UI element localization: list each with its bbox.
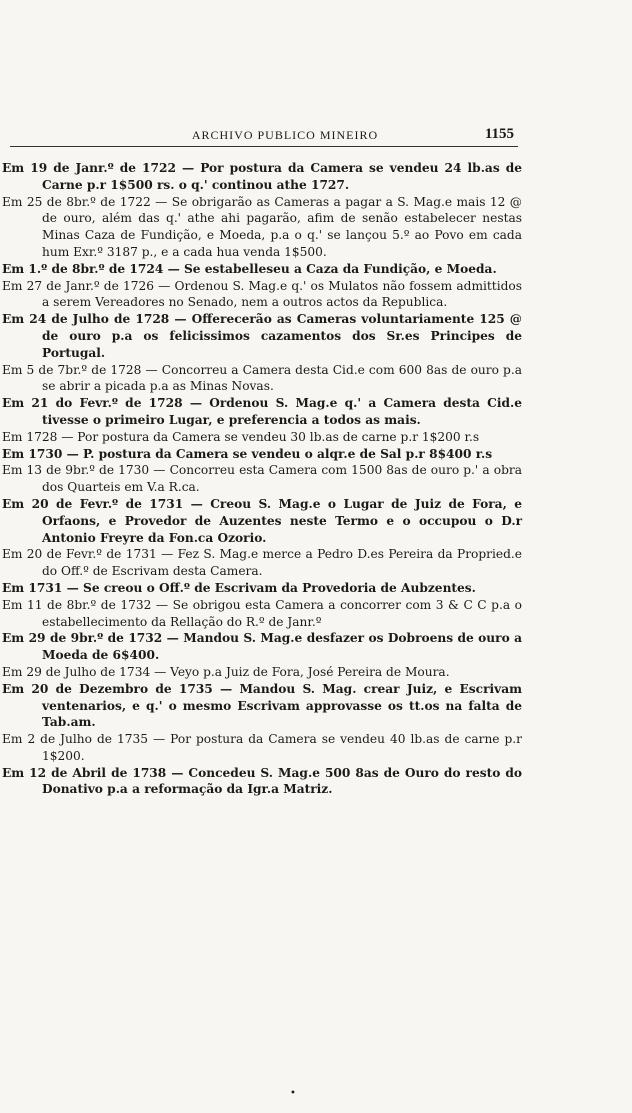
chronicle-entry: Em 1.º de 8br.º de 1724 — Se estabelleseu a Caza da Fundição, e Moeda. xyxy=(2,261,497,276)
chronicle-entry: Em 20 de Dezembro de 1735 — Mandou S. Mag. crear Juiz, e Escrivam ventenarios, e q.' o mesmo Escrivam approvasse os tt.os na falta de Tab.am. xyxy=(2,681,522,730)
header-rule xyxy=(10,146,518,147)
chronicle-entry: Em 29 de 9br.º de 1732 — Mandou S. Mag.e desfazer os Dobroens de ouro a Moeda de 6$400. xyxy=(2,631,522,663)
page-number: 1155 xyxy=(484,126,514,142)
chronicle-entry: Em 24 de Julho de 1728 — Offerecerão as Cameras voluntariamente 125 @ de ouro p.a os felicissimos cazamentos dos Sr.es Principes de Portugal. xyxy=(2,312,522,360)
chronicle-entry: Em 27 de Janr.º de 1726 — Ordenou S. Mag.e q.' os Mulatos não fossem admittidos a serem Vereadores no Senado, nem a outros actos da Republica. xyxy=(2,278,522,310)
chronicle-entry: Em 11 de 8br.º de 1732 — Se obrigou esta Camera a concorrer com 3 & C C p.a o estabellecimento da Rellação do R.º de Janr.º xyxy=(2,597,522,629)
chronicle-entry: Em 25 de 8br.º de 1722 — Se obrigarão as Cameras a pagar a S. Mag.e mais 12 @ de ouro, além das q.' athe ahi pagarão, afim de senão estabelecer nestas Minas Caza de Fundição, e Moeda, p.a o q.' se lançou 5.º ao Povo em cada hum Exr.º 3187 p., e a cada hua venda 1$500. xyxy=(2,194,522,259)
chronicle-entry: Em 1731 — Se creou o Off.º de Escrivam da Provedoria de Aubzentes. xyxy=(2,580,476,595)
entry-list xyxy=(2,160,522,798)
chronicle-entry: Em 19 de Janr.º de 1722 — Por postura da Camera se vendeu 24 lb.as de Carne p.r 1$500 rs. o q.' continou athe 1727. xyxy=(2,161,522,192)
chronicle-entry: Em 5 de 7br.º de 1728 — Concorreu a Camera desta Cid.e com 600 8as de ouro p.a se abrir a picada p.a as Minas Novas. xyxy=(2,362,522,394)
chronicle-entry: Em 20 de Fevr.º de 1731 — Fez S. Mag.e merce a Pedro D.es Pereira da Propried.e do Off.º de Escrivam desta Camera. xyxy=(2,547,522,579)
chronicle-entry: Em 2 de Julho de 1735 — Por postura da Camera se vendeu 40 lb.as de carne p.r 1$200. xyxy=(2,732,522,763)
running-title: ARCHIVO PUBLICO MINEIRO xyxy=(191,128,379,142)
chronicle-entry: Em 29 de Julho de 1734 — Veyo p.a Juiz de Fora, José Pereira de Moura. xyxy=(2,664,450,679)
chronicle-entry: Em 13 de 9br.º de 1730 — Concorreu esta Camera com 1500 8as de ouro p.' a obra dos Quarteis em V.a R.ca. xyxy=(2,463,522,495)
footer-dot: • xyxy=(290,1088,296,1099)
chronicle-entry: Em 21 do Fevr.º de 1728 — Ordenou S. Mag.e q.' a Camera desta Cid.e tivesse o primeiro Lugar, e preferencia a todos as mais. xyxy=(2,396,522,427)
chronicle-entry: Em 12 de Abril de 1738 — Concedeu S. Mag.e 500 8as de Ouro do resto do Donativo p.a a reformação da Igr.a Matriz. xyxy=(2,765,522,797)
page-header xyxy=(0,126,632,146)
chronicle-entry: Em 1730 — P. postura da Camera se vendeu o alqr.e de Sal p.r 8$400 r.s xyxy=(2,446,493,461)
chronicle-entry: Em 1728 — Por postura da Camera se vendeu 30 lb.as de carne p.r 1$200 r.s xyxy=(2,429,480,444)
chronicle-entry: Em 20 de Fevr.º de 1731 — Creou S. Mag.e o Lugar de Juiz de Fora, e Orfaons, e Provedor de Auzentes neste Termo e o occupou o D.r Antonio Freyre da Fon.ca Ozorio. xyxy=(2,496,522,545)
